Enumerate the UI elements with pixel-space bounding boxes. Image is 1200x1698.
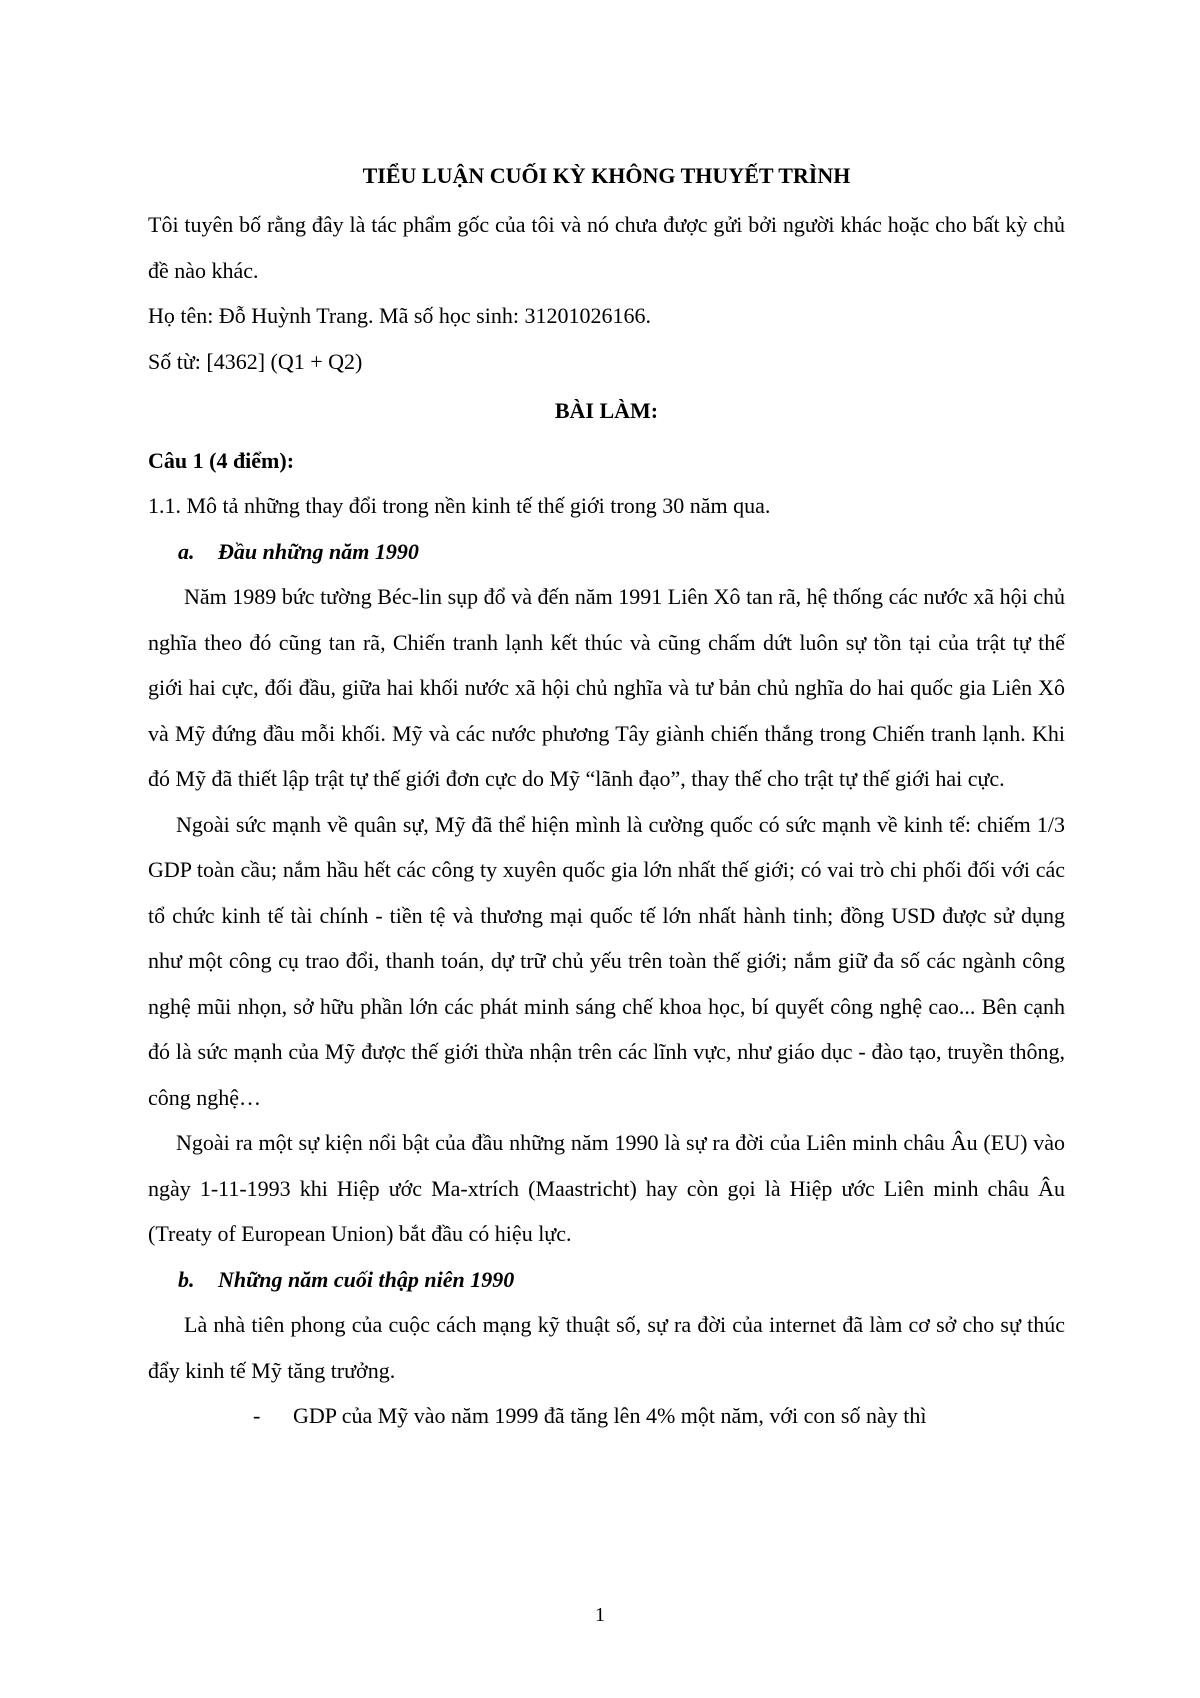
paragraph-b1: Là nhà tiên phong của cuộc cách mạng kỹ thuật số, sự ra đời của internet đã làm cơ sở cho sự thúc đẩy kinh tế Mỹ tăng trưởng. xyxy=(148,1312,1065,1383)
subheading-text: Những năm cuối thập niên 1990 xyxy=(218,1266,515,1292)
main-heading: BÀI LÀM: xyxy=(554,398,659,423)
subheading-marker: b. xyxy=(178,1266,195,1292)
question-heading: Câu 1 (4 điểm): xyxy=(148,447,295,473)
bullet-text: GDP của Mỹ vào năm 1999 đã tăng lên 4% một năm, với con số này thì xyxy=(293,1403,927,1428)
word-count: Số từ: [4362] (Q1 + Q2) xyxy=(148,348,363,374)
section-heading-1-1: 1.1. Mô tả những thay đổi trong nền kinh tế thế giới trong 30 năm qua. xyxy=(148,493,771,518)
subheading-text: Đầu những năm 1990 xyxy=(218,538,419,564)
page-number: 1 xyxy=(595,1604,605,1626)
student-info: Họ tên: Đỗ Huỳnh Trang. Mã số học sinh: 31201026166. xyxy=(148,303,651,328)
paragraph-a1: Năm 1989 bức tường Béc-lin sụp đổ và đến năm 1991 Liên Xô tan rã, hệ thống các nước xã hội chủ nghĩa theo đó cũng tan rã, Chiến tranh lạnh kết thúc và cũng chấm dứt luôn sự tồn tại của trật tự thế giới hai cực, đối đầu, giữa hai khối nước xã hội chủ nghĩa và tư bản chủ nghĩa do hai quốc gia Liên Xô và Mỹ đứng đầu mỗi khối. Mỹ và các nước phương Tây giành chiến thắng trong Chiến tranh lạnh. Khi đó Mỹ đã thiết lập trật tự thế giới đơn cực do Mỹ “lãnh đạo”, thay thế cho trật tự thế giới hai cực. xyxy=(148,584,1065,791)
subheading-marker: a. xyxy=(178,538,195,564)
paragraph-a2: Ngoài sức mạnh về quân sự, Mỹ đã thể hiện mình là cường quốc có sức mạnh về kinh tế: chiếm 1/3 GDP toàn cầu; nắm hầu hết các công ty xuyên quốc gia lớn nhất thế giới; có vai trò chi phối đối với các tổ chức kinh tế tài chính - tiền tệ và thương mại quốc tế lớn nhất hành tinh; đồng USD được sử dụng như một công cụ trao đổi, thanh toán, dự trữ chủ yếu trên toàn thế giới; nắm giữ đa số các ngành công nghệ mũi nhọn, sở hữu phần lớn các phát minh sáng chế khoa học, bí quyết công nghệ cao... Bên cạnh đó là sức mạnh của Mỹ được thế giới thừa nhận trên các lĩnh vực, như giáo dục - đào tạo, truyền thông, công nghệ… xyxy=(148,811,1065,1110)
document-title: TIỂU LUẬN CUỐI KỲ KHÔNG THUYẾT TRÌNH xyxy=(362,163,851,188)
declaration-paragraph: Tôi tuyên bố rằng đây là tác phẩm gốc của tôi và nó chưa được gửi bởi người khác hoặc cho bất kỳ chủ đề nào khác. xyxy=(148,212,1065,283)
paragraph-a3: Ngoài ra một sự kiện nổi bật của đầu những năm 1990 là sự ra đời của Liên minh châu Âu (EU) vào ngày 1-11-1993 khi Hiệp ước Ma-xtrích (Maastricht) hay còn gọi là Hiệp ước Liên minh châu Âu (Treaty of European Union) bắt đầu có hiệu lực. xyxy=(148,1130,1065,1246)
bullet-item xyxy=(148,1393,1065,1439)
subheading-a xyxy=(148,529,1065,575)
subheading-b xyxy=(148,1257,1065,1303)
bullet-dash: - xyxy=(253,1403,261,1428)
document-page xyxy=(148,150,1065,1439)
